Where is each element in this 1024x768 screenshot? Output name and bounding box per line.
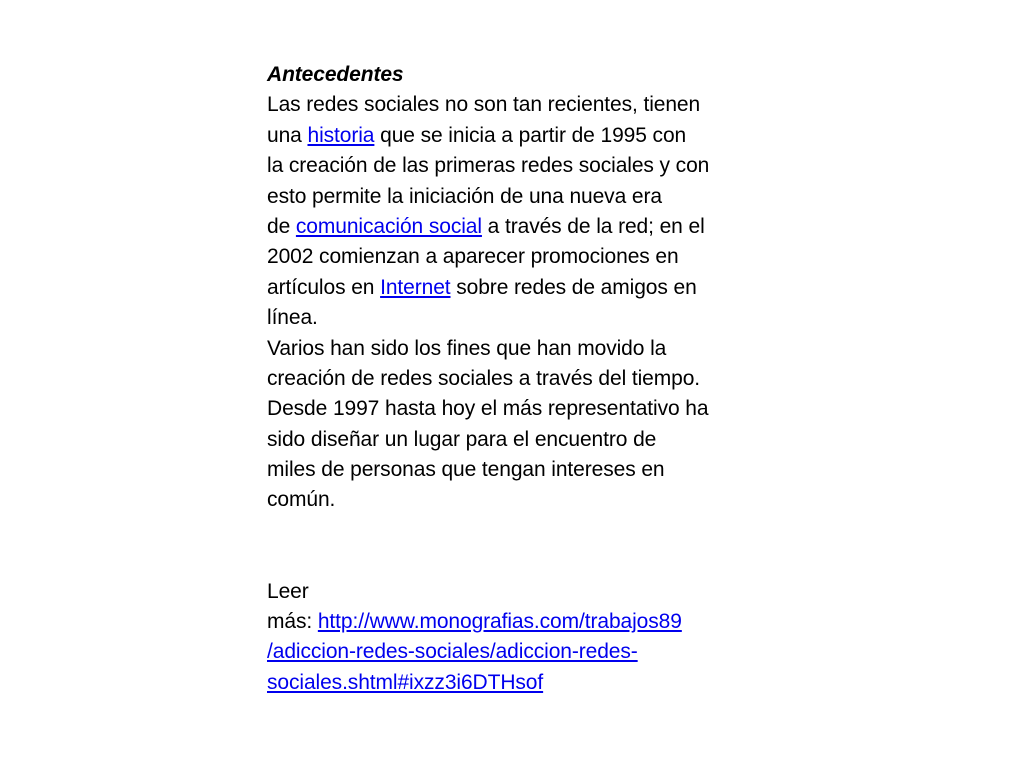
paragraph2-line: Desde 1997 hasta hoy el más representativo ha — [267, 397, 709, 421]
paragraph1-line — [267, 151, 767, 181]
text: sobre redes de amigos en — [450, 275, 697, 299]
source-url-link[interactable]: http://www.monografias.com/trabajos89 — [317, 610, 682, 634]
paragraph1-line — [267, 121, 767, 151]
paragraph1-line — [267, 303, 767, 333]
text: esto permite la iniciación de una nueva era — [267, 184, 662, 208]
read-more-label: Leer — [267, 579, 309, 603]
text: 2002 comienzan a aparecer promociones en — [267, 245, 679, 269]
read-more-prefix: más: — [267, 610, 318, 634]
text: la creación de las primeras redes sociales y con — [267, 154, 710, 178]
paragraph2-line: miles de personas que tengan intereses en — [267, 458, 665, 482]
read-more-line — [267, 668, 767, 698]
source-url-link[interactable]: sociales.shtml#ixzz3i6DTHsof — [267, 670, 544, 694]
text: a través de la red; en el — [481, 214, 705, 238]
section-title: Antecedentes — [267, 63, 404, 86]
paragraph1-line — [267, 90, 767, 120]
read-more-line — [267, 607, 767, 637]
text: una — [267, 123, 308, 147]
paragraph2-line: Varios han sido los fines que han movido la — [267, 336, 667, 360]
paragraph1-line — [267, 182, 767, 212]
paragraph2-line: común. — [267, 488, 336, 512]
comunicacion-social-link[interactable]: comunicación social — [295, 214, 482, 238]
blank-line — [267, 516, 767, 546]
blank-line — [267, 546, 767, 576]
paragraph2-line: creación de redes sociales a través del tiempo. — [267, 366, 701, 390]
read-more-line — [267, 637, 767, 667]
paragraph1-line — [267, 242, 767, 272]
paragraph2-line: sido diseñar un lugar para el encuentro de — [267, 427, 657, 451]
text: línea. — [267, 306, 318, 330]
text-block — [267, 60, 767, 698]
paragraph1-line — [267, 273, 767, 303]
text: que se inicia a partir de 1995 con — [374, 123, 687, 147]
historia-link[interactable]: historia — [307, 123, 375, 147]
source-url-link[interactable]: /adiccion-redes-sociales/adiccion-redes- — [267, 640, 638, 664]
internet-link[interactable]: Internet — [380, 275, 451, 299]
text: artículos en — [267, 275, 381, 299]
text: de — [267, 214, 296, 238]
text: Las redes sociales no son tan recientes, tienen — [267, 93, 701, 117]
paragraph1-line — [267, 212, 767, 242]
